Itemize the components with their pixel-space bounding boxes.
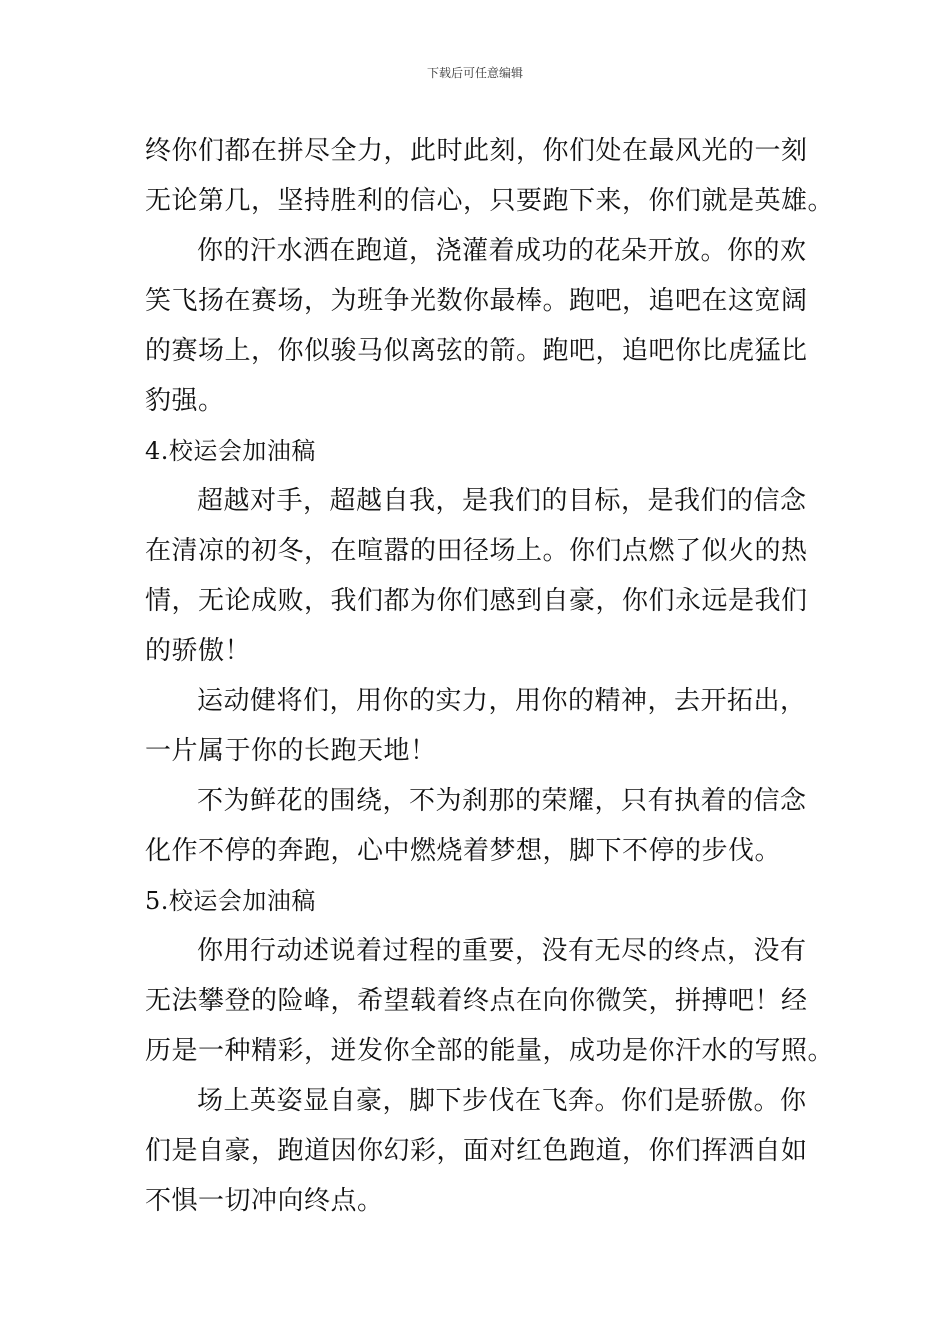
paragraph-line: 运动健将们，用你的实力，用你的精神，去开拓出， [197, 686, 807, 716]
paragraph-line: 你的汗水洒在跑道，浇灌着成功的花朵开放。你的欢 [197, 236, 807, 266]
document-body [145, 126, 835, 1226]
paragraph-line: 一片属于你的长跑天地！ [145, 736, 437, 766]
paragraph-line: 无论第几，坚持胜利的信心，只要跑下来，你们就是英雄。 [145, 186, 835, 216]
paragraph-line: 场上英姿显自豪，脚下步伐在飞奔。你们是骄傲。你 [197, 1086, 807, 1116]
paragraph-line: 豹强。 [145, 386, 225, 416]
paragraph-line: 的骄傲！ [145, 636, 252, 666]
paragraph-line: 无法攀登的险峰，希望载着终点在向你微笑，拼搏吧！经 [145, 986, 808, 1016]
paragraph-line: 的赛场上，你似骏马似离弦的箭。跑吧，追吧你比虎猛比 [145, 336, 808, 366]
paragraph-line: 你用行动述说着过程的重要，没有无尽的终点，没有 [197, 936, 807, 966]
paragraph-line: 笑飞扬在赛场，为班争光数你最棒。跑吧，追吧在这宽阔 [145, 286, 808, 316]
paragraph-line: 化作不停的奔跑，心中燃烧着梦想，脚下不停的步伐。 [145, 836, 782, 866]
paragraph-line: 们是自豪，跑道因你幻彩，面对红色跑道，你们挥洒自如 [145, 1136, 808, 1166]
paragraph-line: 超越对手，超越自我，是我们的目标，是我们的信念 [197, 486, 807, 516]
page-header-note: 下载后可任意编辑 [426, 66, 523, 80]
paragraph-line: 不惧一切冲向终点。 [145, 1186, 384, 1216]
paragraph-line: 不为鲜花的围绕，不为刹那的荣耀，只有执着的信念 [197, 786, 807, 816]
paragraph-line: 在清凉的初冬，在喧嚣的田径场上。你们点燃了似火的热 [145, 536, 808, 566]
section-heading: 4.校运会加油稿 [145, 437, 316, 465]
paragraph-line: 历是一种精彩，迸发你全部的能量，成功是你汗水的写照。 [145, 1036, 835, 1066]
paragraph-line: 终你们都在拼尽全力，此时此刻，你们处在最风光的一刻 [145, 136, 808, 166]
section-heading: 5.校运会加油稿 [145, 887, 316, 915]
paragraph-line: 情，无论成败，我们都为你们感到自豪，你们永远是我们 [145, 586, 808, 616]
